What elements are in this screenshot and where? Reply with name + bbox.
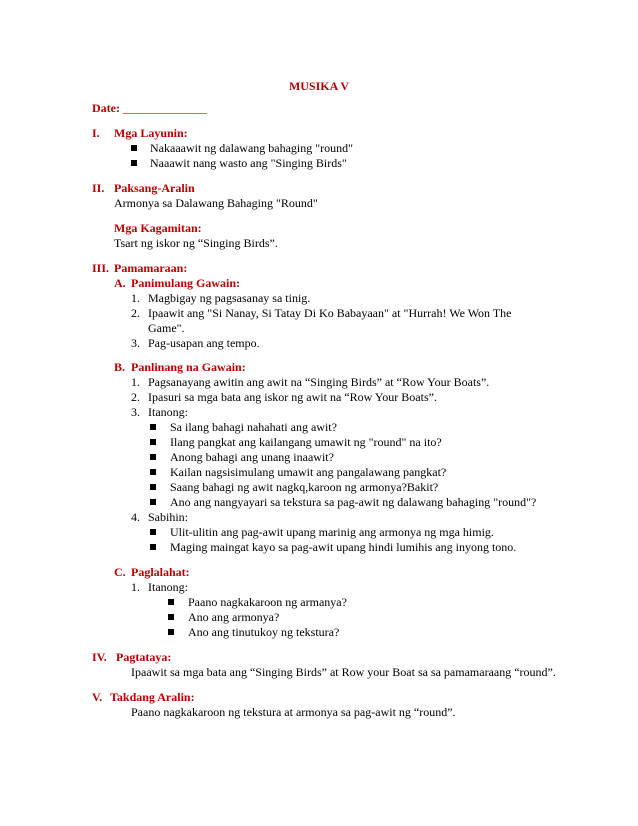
list-number: 4. xyxy=(131,510,140,524)
question-item: Anong bahagi ang unang inaawit? xyxy=(170,450,334,464)
list-number: 3. xyxy=(131,336,140,350)
section-2-heading: Paksang-Aralin xyxy=(114,181,195,195)
question-item: Sa ilang bahagi nahahati ang awit? xyxy=(170,420,337,434)
bullet-icon xyxy=(150,435,156,450)
date-line xyxy=(92,101,207,116)
list-item: Itanong: xyxy=(148,405,188,419)
bullet-icon xyxy=(168,625,174,640)
bullet-icon xyxy=(150,480,156,495)
bullet-icon xyxy=(131,156,137,171)
statement-item: Maging maingat kayo sa pag-awit upang hindi lumihis ang inyong tono. xyxy=(170,540,517,554)
list-number: 1. xyxy=(131,580,140,594)
section-4-number: IV. xyxy=(92,650,107,664)
subsection-c-letter: C. xyxy=(114,565,126,579)
section-4-heading: Pagtataya: xyxy=(116,650,172,664)
question-item: Kailan nagsisimulang umawit ang pangalawang pangkat? xyxy=(170,465,447,479)
question-item: Ano ang tinutukoy ng tekstura? xyxy=(188,625,340,639)
materials-heading: Mga Kagamitan: xyxy=(114,221,202,235)
question-item: Saang bahagi ng awit nagkq,karoon ng armonya?Bakit? xyxy=(170,480,439,494)
list-item: Sabihin: xyxy=(148,510,189,524)
materials-text: Tsart ng iskor ng “Singing Birds”. xyxy=(114,236,278,250)
list-number: 2. xyxy=(131,390,140,404)
bullet-icon xyxy=(150,465,156,480)
subsection-a-letter: A. xyxy=(114,276,126,290)
list-number: 1. xyxy=(131,375,140,389)
bullet-icon xyxy=(150,420,156,435)
question-item: Ano ang armonya? xyxy=(188,610,280,624)
section-1-number: I. xyxy=(92,126,100,140)
list-number: 3. xyxy=(131,405,140,419)
bullet-icon xyxy=(131,141,137,156)
question-item: Ano ang nangyayari sa tekstura sa pag-awit ng dalawang bahaging "round"? xyxy=(170,495,537,509)
subsection-c-heading: Paglalahat: xyxy=(131,565,190,579)
bullet-icon xyxy=(150,525,156,540)
subsection-a-heading: Panimulang Gawain: xyxy=(131,276,241,290)
list-number: 2. xyxy=(131,306,140,320)
list-item-continued: Game". xyxy=(148,321,185,335)
page-title: MUSIKA V xyxy=(288,79,350,93)
bullet-icon xyxy=(168,595,174,610)
bullet-icon xyxy=(168,610,174,625)
list-item: Pagsanayang awitin ang awit na “Singing Birds” at “Row Your Boats”. xyxy=(148,375,490,389)
topic-text: Armonya sa Dalawang Bahaging "Round" xyxy=(114,196,318,210)
list-item: Ipaawit ang "Si Nanay, Si Tatay Di Ko Babayaan" at "Hurrah! We Won The xyxy=(148,306,512,320)
section-5-heading: Takdang Aralin: xyxy=(110,690,195,704)
objective-item: Nakaaawit ng dalawang bahaging "round" xyxy=(150,141,354,155)
bullet-icon xyxy=(150,540,156,555)
date-label: Date: xyxy=(92,101,120,115)
section-3-heading: Pamamaraan: xyxy=(114,261,188,275)
list-number: 1. xyxy=(131,291,140,305)
section-2-number: II. xyxy=(92,181,105,195)
subsection-b-letter: B. xyxy=(114,360,126,374)
list-item: Magbigay ng pagsasanay sa tinig. xyxy=(148,291,311,305)
question-item: Ilang pangkat ang kailangang umawit ng "round" na ito? xyxy=(170,435,442,449)
subsection-b-heading: Panlinang na Gawain: xyxy=(131,360,246,374)
question-item: Paano nagkakaroon ng armanya? xyxy=(188,595,347,609)
statement-item: Ulit-ulitin ang pag-awit upang marinig ang armonya ng mga himig. xyxy=(170,525,494,539)
objective-item: Naaawit nang wasto ang "Singing Birds" xyxy=(150,156,347,170)
assignment-text: Paano nagkakaroon ng tekstura at armonya sa pag-awit ng “round”. xyxy=(131,705,456,719)
assessment-text: Ipaawit sa mga bata ang “Singing Birds” at Row your Boat sa sa pamamaraang “round”. xyxy=(131,665,556,679)
bullet-icon xyxy=(150,495,156,510)
bullet-icon xyxy=(150,450,156,465)
list-item: Itanong: xyxy=(148,580,188,594)
list-item: Ipasuri sa mga bata ang iskor ng awit na “Row Your Boats”. xyxy=(148,390,437,404)
section-1-heading: Mga Layunin: xyxy=(114,126,188,140)
section-3-number: III. xyxy=(92,261,110,275)
date-blank: ______________ xyxy=(122,101,207,115)
list-item: Pag-usapan ang tempo. xyxy=(148,336,260,350)
section-5-number: V. xyxy=(92,690,103,704)
